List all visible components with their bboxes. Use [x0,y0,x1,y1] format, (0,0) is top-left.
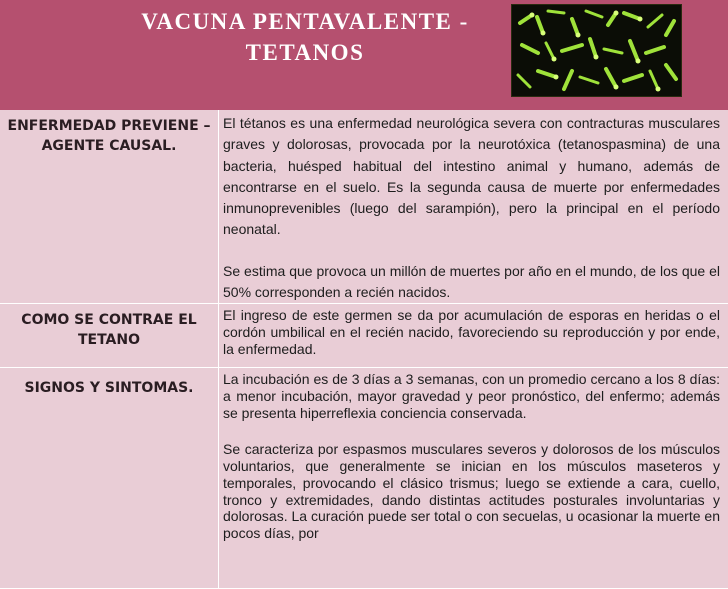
slide-header [0,0,728,110]
table-row [0,110,728,304]
row-text [219,368,728,541]
row-label: ENFERMEDAD PREVIENE – AGENTE CAUSAL. [7,118,211,154]
paragraph: Se caracteriza por espasmos musculares severos y dolorosos de los músculos voluntarios, que generalmente se inician en los músculos maseteros y temporales, provocando el clásico trismus; luego se extiende a cara, cuello, tronco y extremidades, dando distintas actitudes posturales involuntarias y dolorosas. La curación puede ser total o con secuelas, u ocasionar la muerte en pocos días, por [223,441,720,541]
paragraph: El ingreso de este germen se da por acumulación de esporas en heridas o el cordón umbilical en el recién nacido, favoreciendo su reproducción y por ende, la enfermedad. [223,307,720,357]
bacteria-micrograph-image [511,4,682,97]
table-row [0,368,728,589]
bacteria-icon [512,5,681,96]
paragraph: Se estima que provoca un millón de muertes por año en el mundo, de los que el 50% corresponden a recién nacidos. [223,262,720,301]
row-label: SIGNOS Y SINTOMAS. [24,380,194,397]
row-label: COMO SE CONTRAE EL TETANO [21,312,197,349]
slide-title: VACUNA PENTAVALENTE - TETANOS [141,9,469,65]
row-text [219,110,728,303]
table-row [0,304,728,368]
paragraph: La incubación es de 3 días a 3 semanas, con un promedio cercano a los 8 días: a menor incubación, mayor gravedad y peor pronóstico, del enfermo; además se presenta hiperreflexia conciencia conservada. [223,371,720,421]
row-text [219,304,728,357]
info-table [0,110,728,589]
paragraph: El tétanos es una enfermedad neurológica severa con contracturas musculares graves y dolorosas, provocada por la neurotóxica (tetanospasmina) de una bacteria, huésped habitual del intestino animal y humano, además de encontrarse en el suelo. Es la segunda causa de muerte por enfermedades inmunoprevenibles (luego del sarampión), pero la principal en el período neonatal. [223,115,720,238]
